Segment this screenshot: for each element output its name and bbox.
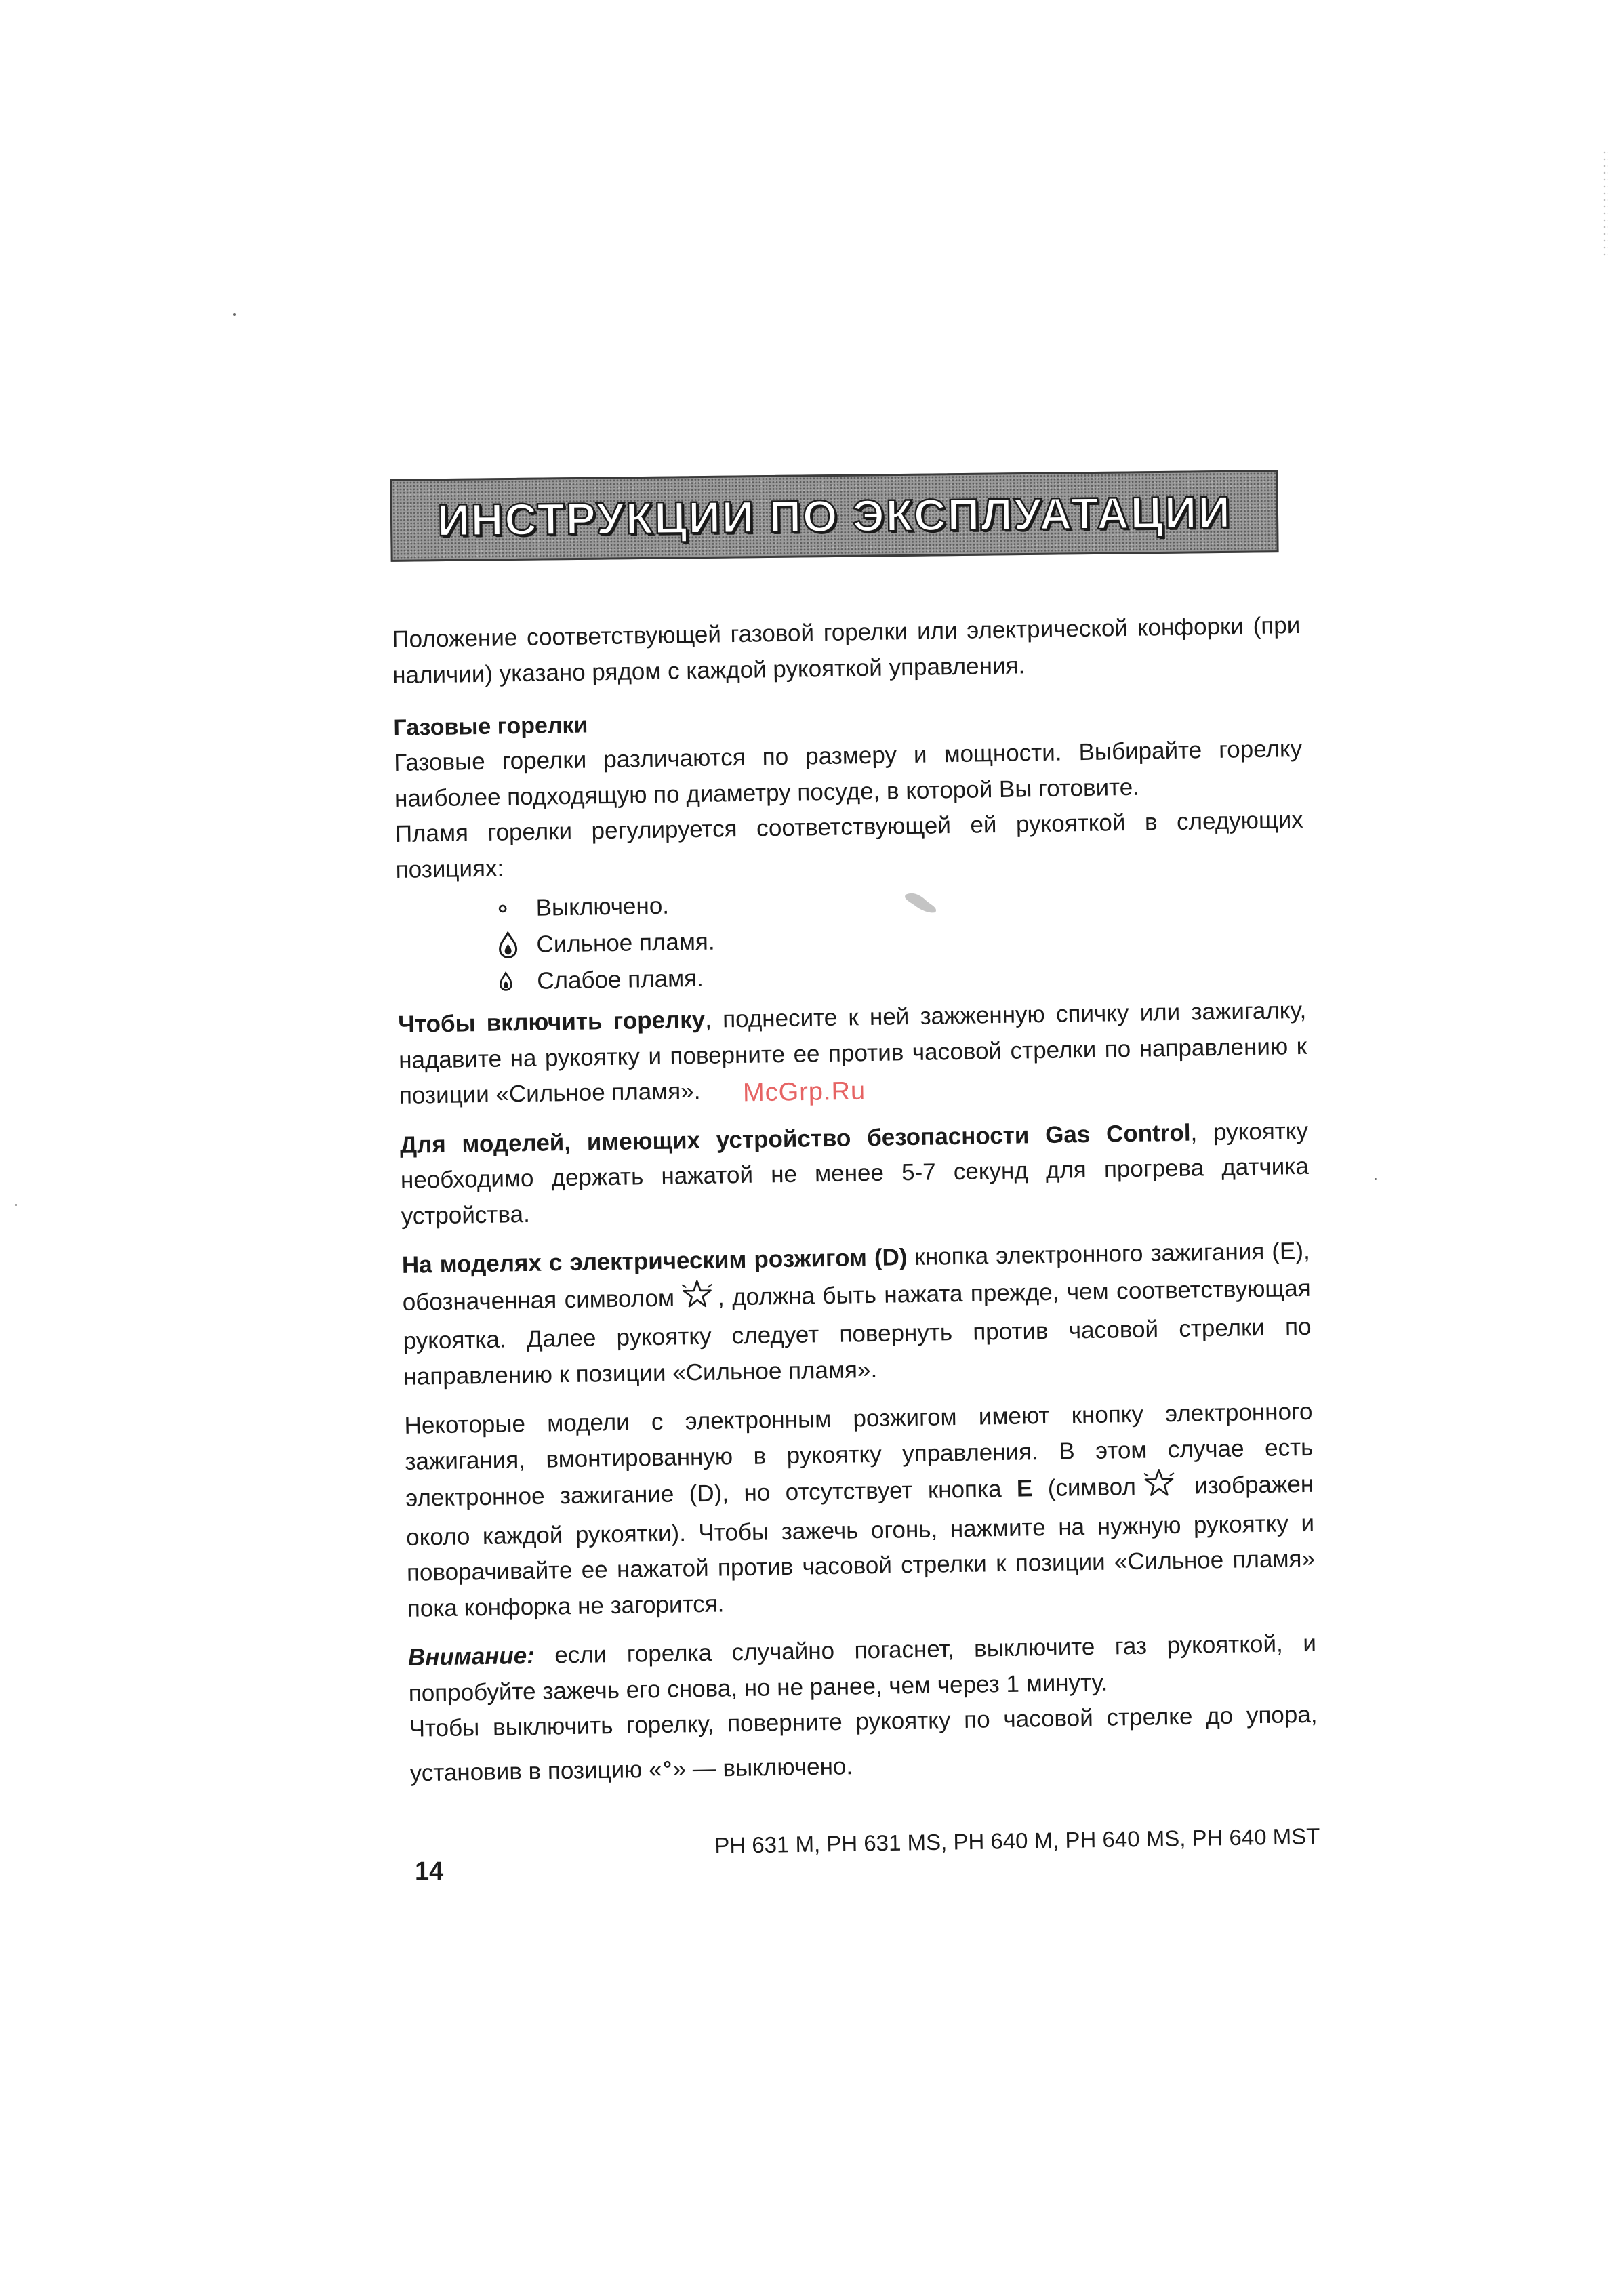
gas-control-lead: Для моделей, имеющих устройство безопасности Gas Control bbox=[399, 1119, 1191, 1158]
turn-off-text-1: Чтобы выключить горелку, поверните рукоятку по часовой стрелке до упора, установив в позицию « bbox=[409, 1701, 1318, 1786]
builtin-ignition-text-1: Некоторые модели с электронным розжигом имеют кнопку электронного зажигания, вмонтированную в рукоятку управления. В этом случае есть электронное зажигание (D), но отсутствует кнопка bbox=[404, 1398, 1314, 1512]
ignite-text: , поднесите к ней зажженную спичку или зажигалку, надавите на рукоятку и поверните ее против часовой стрелки по направлению к позиции «Сильное пламя». bbox=[398, 996, 1307, 1109]
scan-speck bbox=[233, 313, 236, 316]
scan-speck bbox=[1375, 1178, 1377, 1180]
title-banner bbox=[390, 470, 1278, 562]
electric-ignition-lead: На моделях с электрическим розжигом (D) bbox=[401, 1244, 908, 1278]
large-flame-icon bbox=[498, 931, 537, 959]
button-e-label: E bbox=[1016, 1475, 1033, 1502]
gas-control-text: , рукоятку необходимо держать нажатой не менее 5-7 секунд для прогрева датчика устройства. bbox=[400, 1117, 1310, 1230]
electric-ignition-text-1: кнопка электронного зажигания (E), обозначенная символом bbox=[402, 1237, 1311, 1316]
scan-margin-marks bbox=[1602, 149, 1608, 258]
flame-positions-list bbox=[396, 878, 1305, 1002]
gas-control-paragraph bbox=[400, 1113, 1310, 1234]
position-high-label: Сильное пламя. bbox=[536, 928, 715, 958]
gas-burners-paragraph-1: Газовые горелки различаются по размеру и мощности. Выбирайте горелку наиболее подходящую по диаметру посуде, в которой Вы готовите. bbox=[393, 735, 1303, 812]
spark-star-icon bbox=[1142, 1468, 1175, 1508]
builtin-ignition-text-3: изображен около каждой рукоятки). Чтобы зажечь огонь, нажмите на нужную рукоятку и поворачивайте ее нажатой против часовой стрелки к позиции «Сильное пламя» пока конфорка не загорится. bbox=[405, 1470, 1316, 1622]
electric-ignition-text-2: , должна быть нажата прежде, чем соответствующая рукоятка. Далее рукоятку следует повернуть против часовой стрелки по направлению к позиции «Сильное пламя». bbox=[403, 1274, 1312, 1390]
instructions-body bbox=[392, 608, 1318, 1791]
builtin-ignition-paragraph bbox=[404, 1394, 1316, 1627]
scan-smudge bbox=[901, 889, 939, 916]
model-list: PH 631 M, PH 631 MS, PH 640 M, PH 640 MS, PH 640 MST bbox=[714, 1823, 1320, 1858]
gas-burners-heading: Газовые горелки bbox=[393, 712, 588, 741]
spark-star-icon bbox=[681, 1278, 714, 1319]
intro-paragraph: Положение соответствующей газовой горелки или электрической конфорки (при наличии) указано рядом с каждой рукояткой управления. bbox=[392, 611, 1301, 689]
turn-off-paragraph bbox=[409, 1697, 1318, 1792]
small-flame-icon bbox=[499, 971, 537, 992]
off-dot-icon bbox=[663, 1743, 672, 1779]
scan-speck bbox=[15, 1204, 17, 1206]
warning-text: если горелка случайно погаснет, выключите газ рукояткой, и попробуйте зажечь его снова, но не ранее, чем через 1 минуту. bbox=[408, 1630, 1317, 1707]
off-dot-icon bbox=[498, 904, 536, 914]
turn-off-text-2: » — выключено. bbox=[672, 1752, 853, 1782]
position-low-label: Слабое пламя. bbox=[537, 965, 704, 994]
position-off-label: Выключено. bbox=[535, 892, 670, 921]
ignite-lead: Чтобы включить горелку bbox=[398, 1006, 706, 1038]
gas-burners-paragraph-2: Пламя горелки регулируется соответствующей ей рукояткой в следующих позициях: bbox=[394, 806, 1304, 883]
page-title: ИНСТРУКЦИИ ПО ЭКСПЛУАТАЦИИ bbox=[437, 486, 1232, 546]
electric-ignition-paragraph bbox=[401, 1234, 1312, 1395]
watermark: McGrp.Ru bbox=[742, 1076, 866, 1108]
warning-paragraph bbox=[408, 1626, 1317, 1712]
builtin-ignition-text-2: (символ bbox=[1032, 1473, 1137, 1502]
warning-label: Внимание: bbox=[407, 1642, 535, 1671]
page-number: 14 bbox=[415, 1857, 444, 1886]
